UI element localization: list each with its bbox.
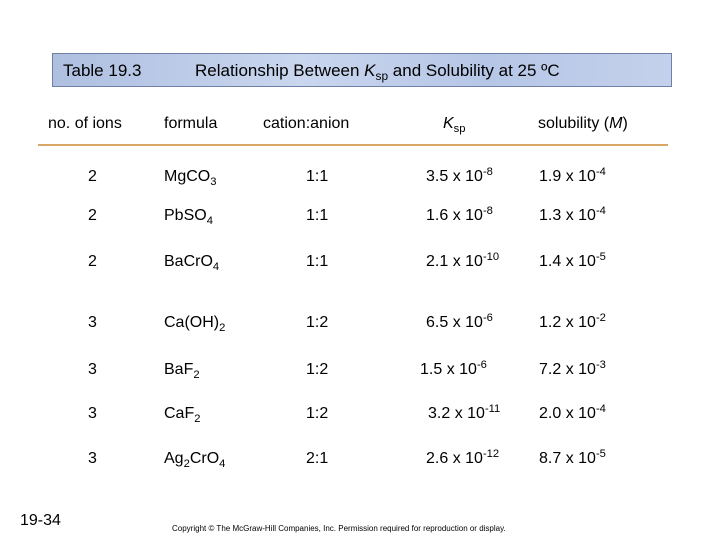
cell-ksp xyxy=(426,449,499,469)
solubility-exponent: -4 xyxy=(595,204,606,217)
formula-element: Pb xyxy=(164,207,184,224)
cell-ksp xyxy=(426,167,493,187)
header-ions: no. of ions xyxy=(48,115,122,132)
formula-element: F xyxy=(183,361,194,378)
header-formula: formula xyxy=(164,115,218,132)
header-sol-prefix: solubility ( xyxy=(538,115,610,132)
table-title-prefix: Relationship Between xyxy=(195,61,365,80)
solubility-mantissa: 1.4 x 10 xyxy=(539,253,596,270)
header-solubility xyxy=(538,114,628,134)
cell-ions: 2 xyxy=(88,207,97,224)
ksp-mantissa: 1.6 x 10 xyxy=(426,207,483,224)
table-title-banner xyxy=(52,53,672,87)
table-label: Table 19.3 xyxy=(63,61,142,80)
table-title-sub: sp xyxy=(375,69,389,84)
formula-subscript: 2 xyxy=(183,457,190,470)
cell-formula xyxy=(164,252,219,272)
formula-element: Ba xyxy=(164,361,184,378)
ksp-exponent: -6 xyxy=(482,311,493,324)
solubility-mantissa: 1.2 x 10 xyxy=(539,314,596,331)
header-sol-suffix: ) xyxy=(622,115,628,132)
cell-ions: 3 xyxy=(88,405,97,422)
cell-solubility xyxy=(539,449,606,469)
cell-solubility xyxy=(539,404,606,424)
cell-solubility xyxy=(539,252,606,272)
ksp-mantissa: 3.2 x 10 xyxy=(428,405,485,422)
cell-ratio: 1:1 xyxy=(306,253,329,270)
cell-ions: 3 xyxy=(88,450,97,467)
formula-subscript: 2 xyxy=(194,412,201,425)
formula-element: F xyxy=(184,405,195,422)
solubility-mantissa: 1.3 x 10 xyxy=(539,207,596,224)
solubility-mantissa: 8.7 x 10 xyxy=(539,450,596,467)
solubility-mantissa: 7.2 x 10 xyxy=(539,361,596,378)
formula-element: SO xyxy=(183,207,207,224)
ksp-exponent: -6 xyxy=(476,358,487,371)
formula-element: Mg xyxy=(164,168,187,185)
cell-solubility xyxy=(539,167,606,187)
formula-element: CrO xyxy=(189,450,220,467)
ksp-mantissa: 2.6 x 10 xyxy=(426,450,483,467)
header-ratio: cation:anion xyxy=(263,115,350,132)
solubility-mantissa: 2.0 x 10 xyxy=(539,405,596,422)
formula-element: CrO xyxy=(183,253,213,270)
cell-ksp xyxy=(426,313,493,333)
formula-element: Ba xyxy=(164,253,184,270)
cell-ksp xyxy=(426,252,499,272)
formula-subscript: 2 xyxy=(193,368,200,381)
header-divider xyxy=(38,144,668,146)
header-ksp-sub: sp xyxy=(453,122,466,135)
cell-ions: 3 xyxy=(88,314,97,331)
formula-subscript: 4 xyxy=(219,457,226,470)
ksp-mantissa: 6.5 x 10 xyxy=(426,314,483,331)
copyright-notice: Copyright © The McGraw-Hill Companies, Inc. Permission required for reproduction or display. xyxy=(172,524,506,533)
formula-element: Ca xyxy=(164,405,185,422)
cell-formula xyxy=(164,313,225,333)
cell-ratio: 2:1 xyxy=(306,450,329,467)
ksp-exponent: -8 xyxy=(482,165,493,178)
ksp-exponent: -12 xyxy=(482,447,500,460)
slide-number: 19-34 xyxy=(20,512,61,529)
solubility-exponent: -2 xyxy=(595,311,606,324)
formula-subscript: 3 xyxy=(210,175,217,188)
formula-element: Ca(OH) xyxy=(164,314,220,331)
solubility-mantissa: 1.9 x 10 xyxy=(539,168,596,185)
table-title-suffix: and Solubility at 25 ºC xyxy=(388,61,560,80)
cell-ratio: 1:2 xyxy=(306,361,329,378)
solubility-exponent: -5 xyxy=(595,250,606,263)
cell-ions: 2 xyxy=(88,253,97,270)
cell-formula xyxy=(164,449,225,469)
ksp-exponent: -8 xyxy=(482,204,493,217)
cell-ratio: 1:1 xyxy=(306,168,329,185)
ksp-mantissa: 3.5 x 10 xyxy=(426,168,483,185)
cell-ksp xyxy=(426,206,493,226)
solubility-exponent: -3 xyxy=(595,358,606,371)
cell-solubility xyxy=(539,313,606,333)
cell-ions: 2 xyxy=(88,168,97,185)
cell-ksp xyxy=(420,360,487,380)
ksp-exponent: -10 xyxy=(482,250,500,263)
cell-formula xyxy=(164,206,213,226)
cell-ratio: 1:2 xyxy=(306,405,329,422)
cell-ratio: 1:2 xyxy=(306,314,329,331)
formula-element: CO xyxy=(186,168,211,185)
cell-solubility xyxy=(539,206,606,226)
ksp-mantissa: 1.5 x 10 xyxy=(420,361,477,378)
header-sol-unit: M xyxy=(609,115,623,132)
formula-subscript: 4 xyxy=(206,214,213,227)
table-title-k: K xyxy=(364,61,376,80)
formula-element: Ag xyxy=(164,450,184,467)
header-ksp xyxy=(443,114,466,134)
cell-solubility xyxy=(539,360,606,380)
cell-ratio: 1:1 xyxy=(306,207,329,224)
cell-formula xyxy=(164,360,200,380)
ksp-mantissa: 2.1 x 10 xyxy=(426,253,483,270)
table-title xyxy=(195,61,560,84)
cell-ions: 3 xyxy=(88,361,97,378)
solubility-exponent: -4 xyxy=(595,402,606,415)
header-ksp-k: K xyxy=(443,115,454,132)
formula-subscript: 4 xyxy=(212,260,220,273)
solubility-exponent: -4 xyxy=(595,165,606,178)
cell-formula xyxy=(164,167,216,187)
cell-ksp xyxy=(428,404,500,424)
formula-subscript: 2 xyxy=(219,321,226,334)
cell-formula xyxy=(164,404,200,424)
solubility-exponent: -5 xyxy=(595,447,606,460)
ksp-exponent: -11 xyxy=(484,402,501,415)
